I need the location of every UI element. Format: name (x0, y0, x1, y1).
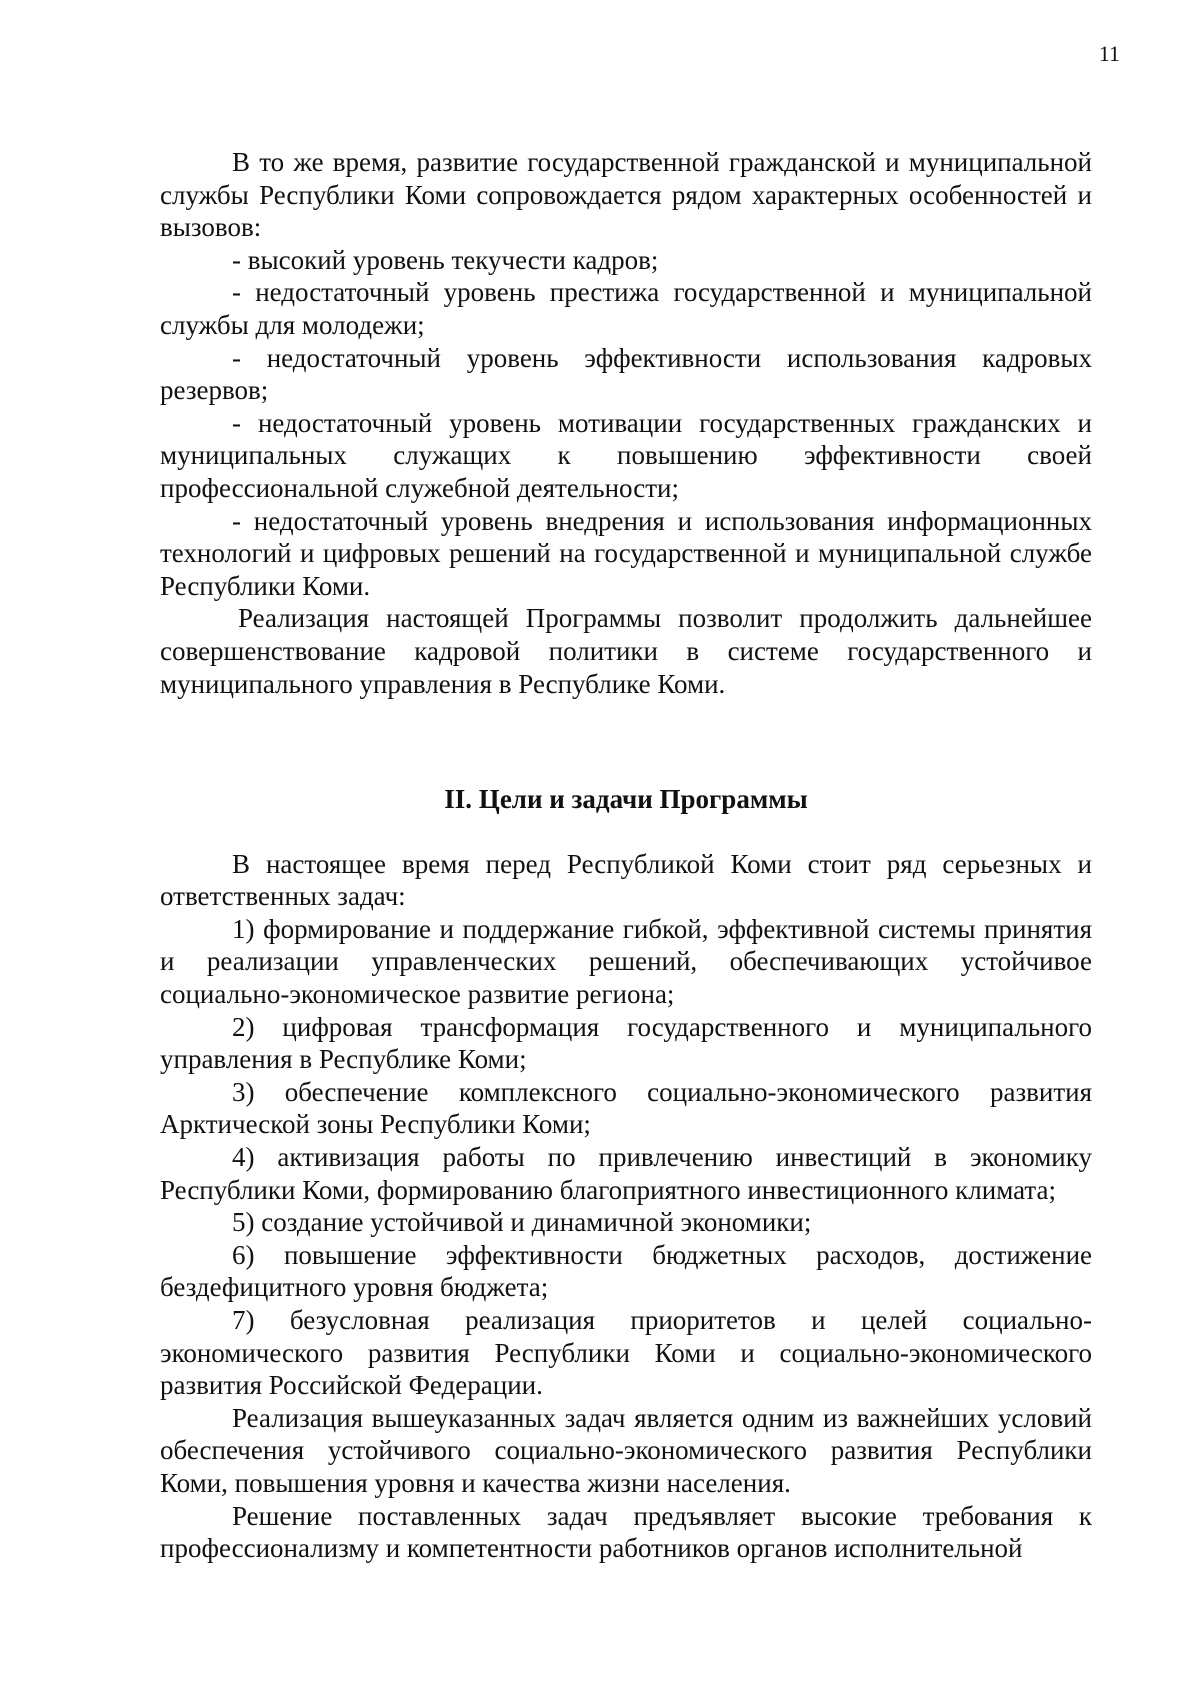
challenge-item-2: - недостаточный уровень престижа государственной и муниципальной службы для молодежи; (160, 277, 1092, 340)
task-item-5: 5) создание устойчивой и динамичной экономики; (232, 1207, 812, 1238)
task-item-2: 2) цифровая трансформация государственного и муниципального управления в Республике Коми; (160, 1011, 1092, 1075)
page-number: 11 (1098, 41, 1120, 66)
section-heading: II. Цели и задачи Программы (444, 784, 808, 815)
intro-paragraph: В то же время, развитие государственной гражданской и муниципальной службы Республики Коми сопровождается рядом характерных особенностей и вызовов: (160, 147, 1092, 243)
task-item-6: 6) повышение эффективности бюджетных расходов, достижение бездефицитного уровня бюджета; (160, 1239, 1092, 1303)
section-spacer (160, 700, 1092, 783)
task-item-1: 1) формирование и поддержание гибкой, эффективной системы принятия и реализации управленческих решений, обеспечивающих устойчивое социально-экономическое развитие региона; (160, 913, 1092, 1010)
task-item-4: 4) активизация работы по привлечению инвестиций в экономику Республики Коми, формированию благоприятного инвестиционного климата; (160, 1142, 1092, 1205)
challenge-item-5: - недостаточный уровень внедрения и использования информационных технологий и цифровых решений на государственной и муниципальной службе Республики Коми. (160, 505, 1092, 601)
heading-spacer (160, 816, 1092, 848)
challenge-item-4: - недостаточный уровень мотивации государственных гражданских и муниципальных служащих к повышению эффективности своей профессиональной служебной деятельности; (160, 407, 1092, 503)
challenge-item-3: - недостаточный уровень эффективности использования кадровых резервов; (160, 342, 1092, 406)
challenge-item-1: - высокий уровень текучести кадров; (232, 244, 659, 275)
final-paragraph: Решение поставленных задач предъявляет высокие требования к профессионализму и компетентности работников органов исполнительной (160, 1500, 1092, 1564)
document-body (160, 146, 1092, 1565)
task-item-3: 3) обеспечение комплексного социально-экономического развития Арктической зоны Республики Коми; (160, 1076, 1092, 1140)
tasks-intro-paragraph: В настоящее время перед Республикой Коми стоит ряд серьезных и ответственных задач: (160, 848, 1092, 912)
conclusion-paragraph: Реализация вышеуказанных задач является одним из важнейших условий обеспечения устойчивого социально-экономического развития Республики Коми, повышения уровня и качества жизни населения. (160, 1402, 1092, 1498)
program-paragraph: Реализация настоящей Программы позволит продолжить дальнейшее совершенствование кадровой политики в системе государственного и муниципального управления в Республике Коми. (160, 603, 1092, 699)
task-item-7: 7) безусловная реализация приоритетов и целей социально-экономического развития Республики Коми и социально-экономического развития Российской Федерации. (160, 1305, 1092, 1401)
